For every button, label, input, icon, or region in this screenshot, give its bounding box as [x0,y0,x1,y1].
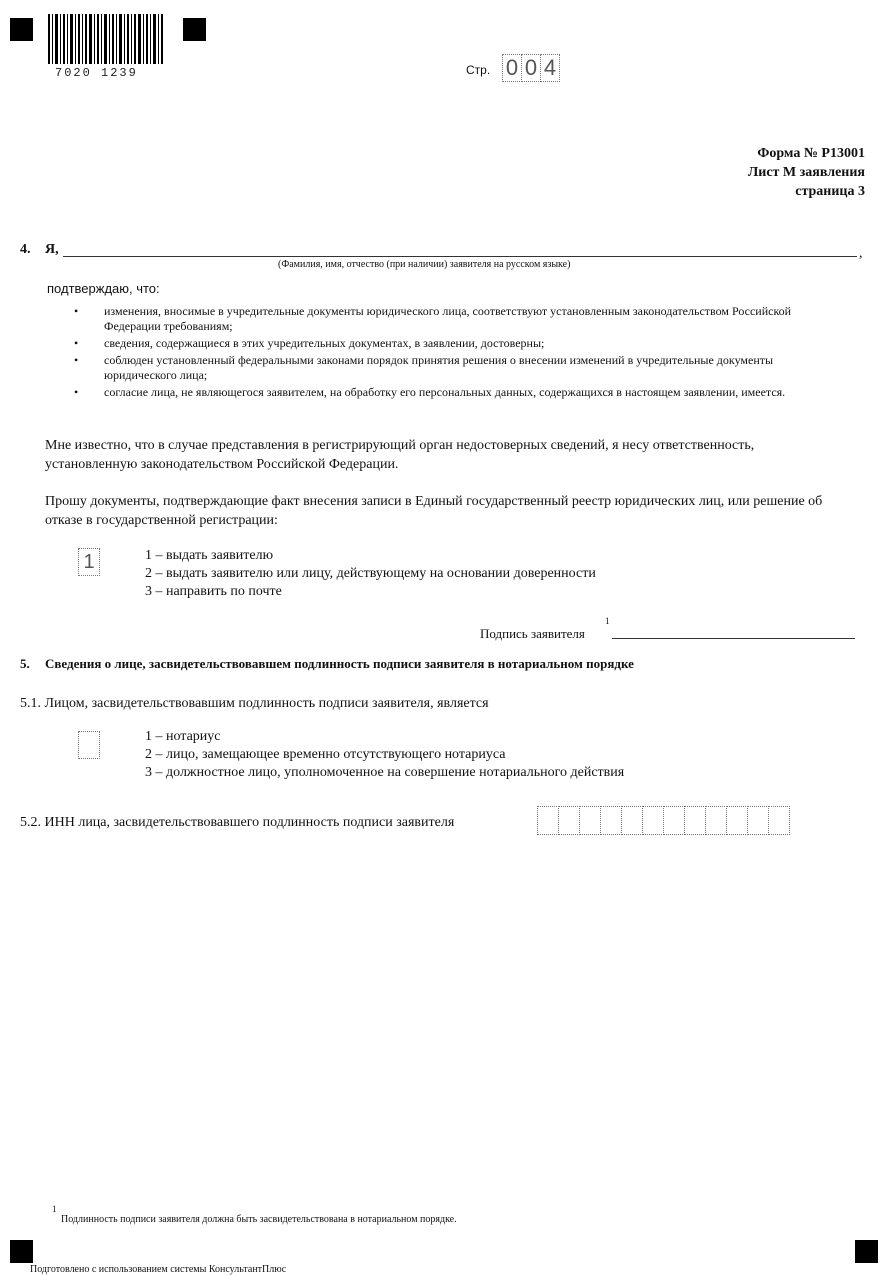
section-4-number: 4. [20,242,31,257]
certifier-type-box[interactable] [78,731,100,759]
signature-line[interactable] [612,638,855,639]
request-option: 1 – выдать заявителю [145,548,274,563]
form-header [748,144,865,201]
inn-digit-cell[interactable] [768,806,790,835]
applicant-name-comma: , [859,246,863,261]
inn-digit-cell[interactable] [747,806,769,835]
inn-cells [537,806,789,835]
page-number-cells [502,54,559,82]
certifier-type-option: 2 – лицо, замещающее временно отсутствующего нотариуса [145,747,506,762]
inn-digit-cell[interactable] [705,806,727,835]
prepared-note: Подготовлено с использованием системы КонсультантПлюс [30,1264,287,1275]
confirmation-list [70,304,840,402]
footnote-number: 1 [52,1204,57,1214]
sheet-page: страница 3 [795,184,865,199]
certifier-type-options [145,728,624,782]
confirm-label: подтверждаю, что: [47,281,160,296]
page-digit-cell[interactable]: 0 [502,54,522,82]
sheet-title: Лист М заявления [747,165,865,180]
footnote-text: Подлинность подписи заявителя должна быть засвидетельствована в нотариальном порядке. [61,1214,457,1225]
inn-digit-cell[interactable] [621,806,643,835]
inn-digit-cell[interactable] [558,806,580,835]
certifier-type-option: 3 – должностное лицо, уполномоченное на совершение нотариального действия [145,765,625,780]
request-options [145,547,596,601]
request-option: 3 – направить по почте [145,584,282,599]
list-item: • изменения, вносимые в учредительные документы юридического лица, соответствуют установленным законодательством Российской Федерации требованиям; [70,304,840,334]
applicant-name-caption: (Фамилия, имя, отчество (при наличии) заявителя на русском языке) [278,259,571,270]
list-item: • согласие лица, не являющегося заявителем, на обработку его персональных данных, содержащихся в настоящем заявлении, имеется. [70,385,840,400]
section-5-title: Сведения о лице, засвидетельствовавшем подлинность подписи заявителя в нотариальном порядке [45,656,634,671]
inn-digit-cell[interactable] [537,806,559,835]
form-number: Форма № Р13001 [757,146,865,161]
signature-footnote-ref: 1 [605,616,610,626]
list-item: • соблюден установленный федеральными законами порядок принятия решения о внесении изменений в учредительные документы юридического лица; [70,353,840,383]
barcode [48,14,168,64]
corner-marker-top-left [10,18,33,41]
document-request: Прошу документы, подтверждающие факт внесения записи в Единый государственный реестр юридических лиц, или решение об отказе в государственной регистрации: [45,494,823,528]
request-option: 2 – выдать заявителю или лицу, действующему на основании доверенности [145,566,596,581]
inn-digit-cell[interactable] [663,806,685,835]
section-5-1-label: 5.1. Лицом, засвидетельствовавшим подлинность подписи заявителя, является [20,696,489,711]
inn-digit-cell[interactable] [642,806,664,835]
corner-marker-bottom-right [855,1240,878,1263]
inn-digit-cell[interactable] [600,806,622,835]
section-5-2-label: 5.2. ИНН лица, засвидетельствовавшего подлинность подписи заявителя [20,815,455,830]
page-digit-cell[interactable]: 4 [540,54,560,82]
signature-label: Подпись заявителя [480,626,585,641]
corner-marker-top-right [183,18,206,41]
liability-statement: Мне известно, что в случае представления в регистрирующий орган недостоверных сведений, я несу ответственность, установленную законодательством Российской Федерации. [45,438,755,472]
applicant-name-line[interactable] [63,256,857,257]
list-item: • сведения, содержащиеся в этих учредительных документах, в заявлении, достоверны; [70,336,840,351]
section-4-ya: Я, [45,242,59,257]
inn-digit-cell[interactable] [579,806,601,835]
page-label: Стр. [466,63,491,77]
inn-digit-cell[interactable] [726,806,748,835]
page-digit-cell[interactable]: 0 [521,54,541,82]
request-choice-box[interactable]: 1 [78,548,100,576]
section-5-number: 5. [20,656,30,671]
corner-marker-bottom-left [10,1240,33,1263]
inn-digit-cell[interactable] [684,806,706,835]
barcode-number: 7020 1239 [55,66,138,80]
certifier-type-option: 1 – нотариус [145,729,221,744]
